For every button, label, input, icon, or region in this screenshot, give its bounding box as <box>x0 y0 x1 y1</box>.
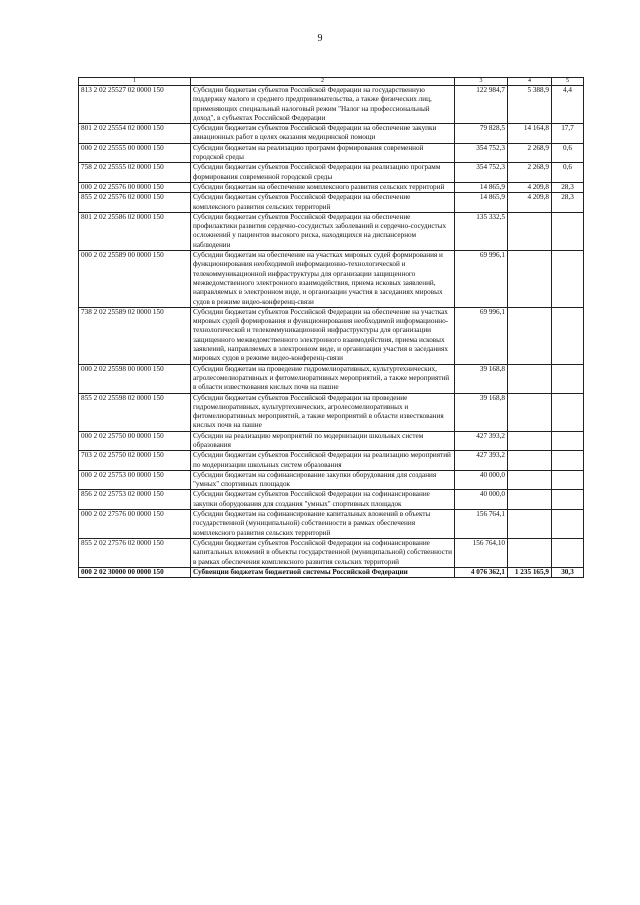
budget-table <box>78 77 584 578</box>
column-header-5: 5 <box>552 78 584 86</box>
table-row <box>79 431 584 451</box>
name-cell: Субсидии бюджетам субъектов Российской Федерации на государственную поддержку малого и среднего предпринимательства, а также физических лиц, применяющих специальный налоговый режим "Налог на профессиональный доход", в субъектах Российской Федерации <box>191 86 455 124</box>
percent-cell: 0,6 <box>552 143 584 163</box>
plan-cell: 354 752,3 <box>455 143 508 163</box>
table-row <box>79 451 584 471</box>
code-cell: 801 2 02 25554 02 0000 150 <box>79 124 191 144</box>
plan-cell: 156 764,10 <box>455 538 508 567</box>
code-cell: 855 2 02 27576 02 0000 150 <box>79 538 191 567</box>
column-header-2: 2 <box>191 78 455 86</box>
code-cell: 000 2 02 30000 00 0000 150 <box>79 567 191 577</box>
fact-cell <box>508 307 552 364</box>
percent-cell <box>552 510 584 539</box>
percent-cell <box>552 393 584 431</box>
table-row <box>79 124 584 144</box>
fact-cell <box>508 470 552 490</box>
table-row <box>79 567 584 577</box>
fact-cell: 4 209,8 <box>508 193 552 213</box>
plan-cell: 14 865,9 <box>455 182 508 192</box>
table-row <box>79 193 584 213</box>
percent-cell: 28,3 <box>552 193 584 213</box>
fact-cell <box>508 490 552 510</box>
percent-cell <box>552 538 584 567</box>
table-header-row <box>79 78 584 86</box>
percent-cell: 0,6 <box>552 163 584 183</box>
name-cell: Субсидии бюджетам на обеспечение комплексного развития сельских территорий <box>191 182 455 192</box>
plan-cell: 14 865,9 <box>455 193 508 213</box>
column-header-3: 3 <box>455 78 508 86</box>
fact-cell <box>508 510 552 539</box>
name-cell: Субсидии бюджетам субъектов Российской Федерации на обеспечение профилактики развития сердечно-сосудистых заболеваний и сердечно-сосудистых осложнений у пациентов высокого риска, находящихся на диспансерном наблюдении <box>191 212 455 250</box>
name-cell: Субсидии бюджетам субъектов Российской Федерации на обеспечение закупки авиационных работ в целях оказания медицинской помощи <box>191 124 455 144</box>
fact-cell <box>508 393 552 431</box>
fact-cell: 14 164,8 <box>508 124 552 144</box>
code-cell: 000 2 02 25589 00 0000 150 <box>79 251 191 308</box>
table-row <box>79 510 584 539</box>
percent-cell <box>552 364 584 393</box>
table-row <box>79 364 584 393</box>
table-row <box>79 143 584 163</box>
fact-cell: 4 209,8 <box>508 182 552 192</box>
page-number: 9 <box>317 33 323 44</box>
code-cell: 801 2 02 25586 02 0000 150 <box>79 212 191 250</box>
code-cell: 000 2 02 25753 00 0000 150 <box>79 470 191 490</box>
code-cell: 000 2 02 27576 00 0000 150 <box>79 510 191 539</box>
name-cell: Субсидии бюджетам субъектов Российской Федерации на проведение гидромелиоративных, культуртехнических, агролесомелиоративных и фитомелиоративных мероприятий, а также мероприятий в области известкования кислых почв на пашне <box>191 393 455 431</box>
table-row <box>79 307 584 364</box>
plan-cell: 427 393,2 <box>455 431 508 451</box>
plan-cell: 4 076 362,1 <box>455 567 508 577</box>
plan-cell: 122 984,7 <box>455 86 508 124</box>
percent-cell <box>552 251 584 308</box>
code-cell: 855 2 02 25598 02 0000 150 <box>79 393 191 431</box>
fact-cell <box>508 431 552 451</box>
plan-cell: 40 000,0 <box>455 470 508 490</box>
plan-cell: 79 828,5 <box>455 124 508 144</box>
code-cell: 855 2 02 25576 02 0000 150 <box>79 193 191 213</box>
table-row <box>79 212 584 250</box>
code-cell: 758 2 02 25555 02 0000 150 <box>79 163 191 183</box>
column-header-4: 4 <box>508 78 552 86</box>
plan-cell: 156 764,1 <box>455 510 508 539</box>
name-cell: Субсидии бюджетам на проведение гидромелиоративных, культуртехнических, агролесомелиоративных и фитомелиоративных мероприятий, а также мероприятий в области известкования кислых почв на пашне <box>191 364 455 393</box>
code-cell: 856 2 02 25753 02 0000 150 <box>79 490 191 510</box>
table-row <box>79 251 584 308</box>
table-row <box>79 538 584 567</box>
percent-cell: 17,7 <box>552 124 584 144</box>
name-cell: Субсидии бюджетам субъектов Российской Федерации на реализацию мероприятий по модернизации школьных систем образования <box>191 451 455 471</box>
table-row <box>79 393 584 431</box>
table-row <box>79 470 584 490</box>
code-cell: 000 2 02 25576 00 0000 150 <box>79 182 191 192</box>
percent-cell: 30,3 <box>552 567 584 577</box>
fact-cell: 2 268,9 <box>508 163 552 183</box>
name-cell: Субсидии бюджетам субъектов Российской Федерации на реализацию программ формирования современной городской среды <box>191 163 455 183</box>
plan-cell: 69 996,1 <box>455 307 508 364</box>
table-row <box>79 86 584 124</box>
name-cell: Субсидии на реализацию мероприятий по модернизации школьных систем образования <box>191 431 455 451</box>
table-row <box>79 490 584 510</box>
plan-cell: 39 168,8 <box>455 364 508 393</box>
fact-cell <box>508 251 552 308</box>
percent-cell <box>552 451 584 471</box>
name-cell: Субсидии бюджетам субъектов Российской Федерации на софинансирование капитальных вложений в объекты государственной (муниципальной) собственности в рамках обеспечения комплексного развития сельских территорий <box>191 538 455 567</box>
percent-cell <box>552 470 584 490</box>
code-cell: 738 2 02 25589 02 0000 150 <box>79 307 191 364</box>
name-cell: Субсидии бюджетам субъектов Российской Федерации на обеспечение на участках мировых судей формирования и функционирования необходимой информационно-технологической и телекоммуникационной инфраструктуры для организации защищенного межведомственного электронного взаимодействия, приема исковых заявлений, направляемых в электронном виде, и организации участия в заседаниях мировых судов в режиме видео-конференц-связи <box>191 307 455 364</box>
column-header-1: 1 <box>79 78 191 86</box>
fact-cell <box>508 451 552 471</box>
percent-cell <box>552 212 584 250</box>
name-cell: Субсидии бюджетам на обеспечение на участках мировых судей формирования и функционирования необходимой информационно-технологической и телекоммуникационной инфраструктуры для организации защищенного межведомственного электронного взаимодействия, приема исковых заявлений, направляемых в электронном виде, и организации участия в заседаниях мировых судов в режиме видео-конференц-связи <box>191 251 455 308</box>
name-cell: Субсидии бюджетам субъектов Российской Федерации на обеспечение комплексного развития сельских территорий <box>191 193 455 213</box>
fact-cell: 5 388,9 <box>508 86 552 124</box>
fact-cell: 2 268,9 <box>508 143 552 163</box>
fact-cell <box>508 364 552 393</box>
percent-cell <box>552 490 584 510</box>
percent-cell <box>552 307 584 364</box>
plan-cell: 40 000,0 <box>455 490 508 510</box>
fact-cell <box>508 212 552 250</box>
percent-cell <box>552 431 584 451</box>
name-cell: Субсидии бюджетам на софинансирование капитальных вложений в объекты государственной (муниципальной) собственности в рамках обеспечения комплексного развития сельских территорий <box>191 510 455 539</box>
code-cell: 000 2 02 25555 00 0000 150 <box>79 143 191 163</box>
plan-cell: 427 393,2 <box>455 451 508 471</box>
fact-cell: 1 235 165,9 <box>508 567 552 577</box>
plan-cell: 135 332,5 <box>455 212 508 250</box>
code-cell: 813 2 02 25527 02 0000 150 <box>79 86 191 124</box>
code-cell: 703 2 02 25750 02 0000 150 <box>79 451 191 471</box>
table-row <box>79 163 584 183</box>
code-cell: 000 2 02 25598 00 0000 150 <box>79 364 191 393</box>
plan-cell: 69 996,1 <box>455 251 508 308</box>
name-cell: Субвенции бюджетам бюджетной системы Российской Федерации <box>191 567 455 577</box>
plan-cell: 39 168,8 <box>455 393 508 431</box>
fact-cell <box>508 538 552 567</box>
plan-cell: 354 752,3 <box>455 163 508 183</box>
name-cell: Субсидии бюджетам на реализацию программ формирования современной городской среды <box>191 143 455 163</box>
percent-cell: 4,4 <box>552 86 584 124</box>
percent-cell: 28,3 <box>552 182 584 192</box>
name-cell: Субсидии бюджетам субъектов Российской Федерации на софинансирование закупки оборудования для создания "умных" спортивных площадок <box>191 490 455 510</box>
code-cell: 000 2 02 25750 00 0000 150 <box>79 431 191 451</box>
table-row <box>79 182 584 192</box>
name-cell: Субсидии бюджетам на софинансирование закупки оборудования для создания "умных" спортивных площадок <box>191 470 455 490</box>
